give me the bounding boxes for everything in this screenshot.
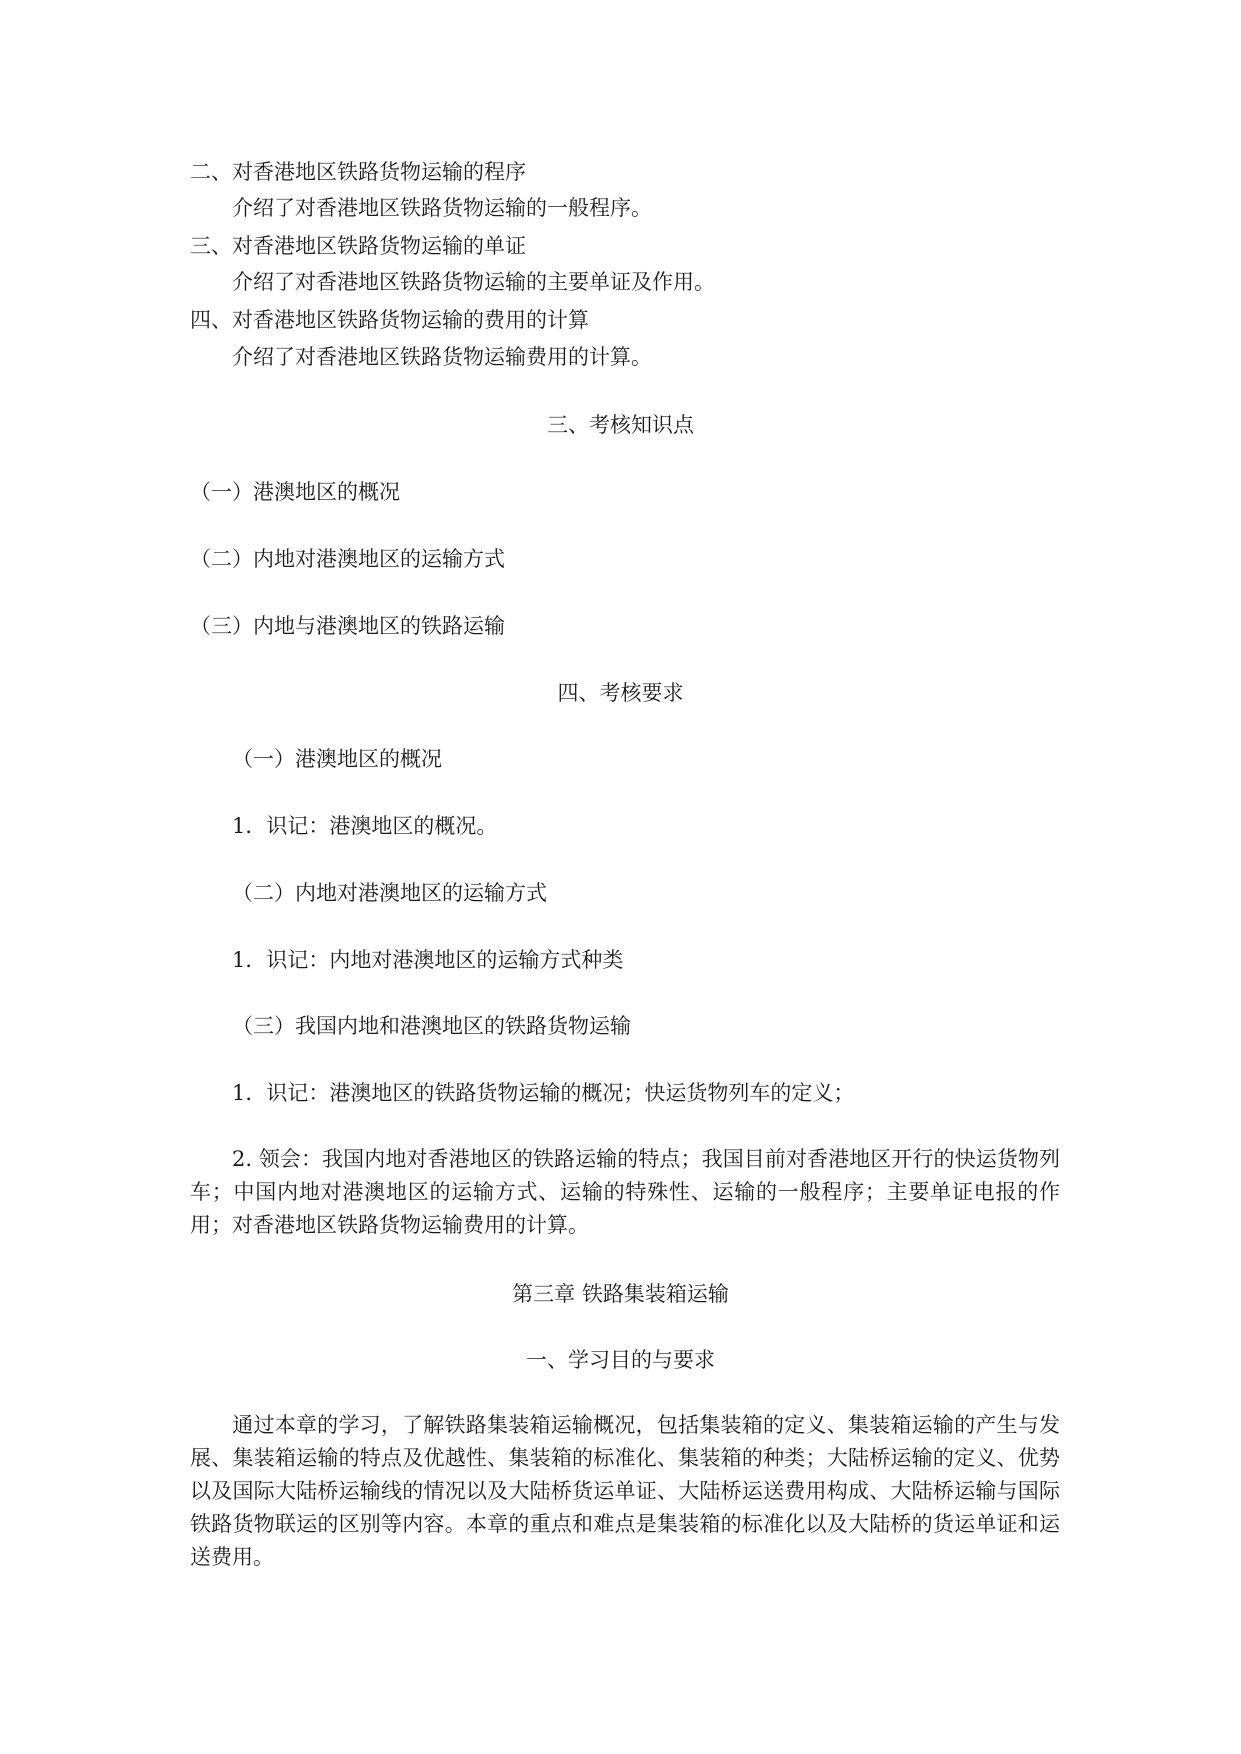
chapter-subtitle: 一、学习目的与要求	[526, 1348, 715, 1372]
knowledge-point-item: （一）港澳地区的概况	[190, 480, 400, 504]
section-heading-procedure: 二、对香港地区铁路货物运输的程序	[190, 160, 526, 184]
requirements-item: 1．识记：港澳地区的概况。	[232, 814, 498, 838]
chapter-intro-paragraph	[190, 1409, 1060, 1574]
chapter-title: 第三章 铁路集装箱运输	[512, 1282, 729, 1306]
section-heading-documents: 三、对香港地区铁路货物运输的单证	[190, 234, 526, 258]
section-desc-documents: 介绍了对香港地区铁路货物运输的主要单证及作用。	[232, 270, 715, 294]
section-desc-procedure: 介绍了对香港地区铁路货物运输的一般程序。	[232, 196, 652, 220]
knowledge-point-item: （二）内地对港澳地区的运输方式	[190, 547, 505, 571]
knowledge-points-title: 三、考核知识点	[547, 413, 694, 437]
requirements-subheading: （三）我国内地和港澳地区的铁路货物运输	[232, 1014, 631, 1038]
requirements-item: 1．识记：内地对港澳地区的运输方式种类	[232, 948, 624, 972]
requirements-subheading: （二）内地对港澳地区的运输方式	[232, 881, 547, 905]
knowledge-point-item: （三）内地与港澳地区的铁路运输	[190, 614, 505, 638]
requirements-item: 1．识记：港澳地区的铁路货物运输的概况；快运货物列车的定义；	[232, 1081, 855, 1105]
requirements-subheading: （一）港澳地区的概况	[232, 747, 442, 771]
section-heading-fees: 四、对香港地区铁路货物运输的费用的计算	[190, 308, 589, 332]
chapter-intro-text: 通过本章的学习，了解铁路集装箱运输概况，包括集装箱的定义、集装箱运输的产生与发展、集装箱运输的特点及优越性、集装箱的标准化、集装箱的种类；大陆桥运输的定义、优势以及国际大陆桥运输线的情况以及大陆桥货运单证、大陆桥运送费用构成、大陆桥运输与国际铁路货物联运的区别等内容。本章的重点和难点是集装箱的标准化以及大陆桥的货运单证和运送费用。	[190, 1413, 1060, 1569]
requirements-comprehension-text: 2. 领会：我国内地对香港地区的铁路运输的特点；我国目前对香港地区开行的快运货物列车；中国内地对港澳地区的运输方式、运输的特殊性、运输的一般程序；主要单证电报的作用；对香港地区铁路货物运输费用的计算。	[190, 1147, 1060, 1237]
requirements-comprehension-paragraph	[190, 1143, 1060, 1242]
requirements-title: 四、考核要求	[557, 681, 684, 705]
section-desc-fees: 介绍了对香港地区铁路货物运输费用的计算。	[232, 345, 652, 369]
